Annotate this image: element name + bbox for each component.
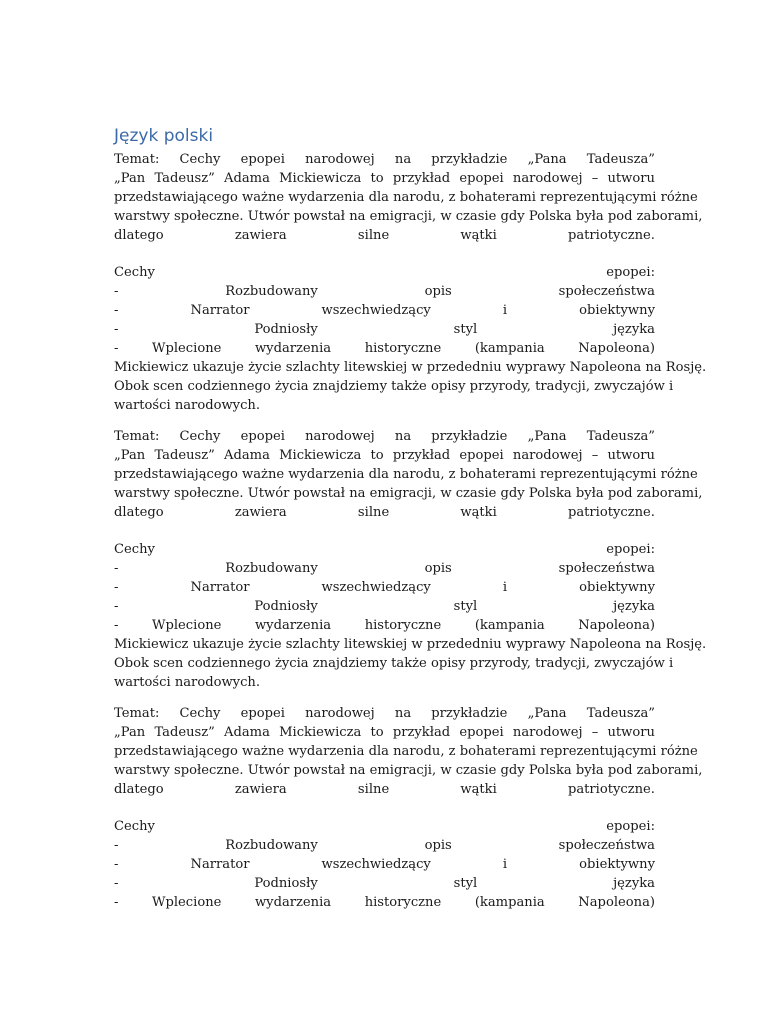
document-body (114, 150, 707, 912)
text-line: Obok scen codziennego życia znajdziemy także opisy przyrody, tradycji, zwyczajów i (114, 656, 674, 671)
paragraph-gap (114, 799, 655, 817)
document-title: Język polski (114, 126, 214, 146)
text-line: „Pan Tadeusz” Adama Mickiewicza to przykład epopei narodowej – utworu (114, 171, 655, 186)
text-line: warstwy społeczne. Utwór powstał na emigracji, w czasie gdy Polska była pod zaborami, (114, 209, 703, 224)
document-page (114, 124, 707, 912)
text-line: - Podniosły styl języka (114, 876, 655, 891)
text-line: Mickiewicz ukazuje życie szlachty litewskiej w przededniu wyprawy Napoleona na Rosję. (114, 637, 707, 652)
text-line: Mickiewicz ukazuje życie szlachty litewskiej w przededniu wyprawy Napoleona na Rosję. (114, 360, 707, 375)
text-line: - Narrator wszechwiedzący i obiektywny (114, 857, 655, 872)
text-line: - Podniosły styl języka (114, 322, 655, 337)
text-line: - Podniosły styl języka (114, 599, 655, 614)
text-line: „Pan Tadeusz” Adama Mickiewicza to przykład epopei narodowej – utworu (114, 725, 655, 740)
paragraph-gap (114, 522, 655, 540)
text-line: dlatego zawiera silne wątki patriotyczne. (114, 505, 655, 520)
text-line: dlatego zawiera silne wątki patriotyczne. (114, 782, 655, 797)
text-line: Cechy epopei: (114, 542, 655, 557)
text-line: przedstawiającego ważne wydarzenia dla narodu, z bohaterami reprezentującymi różne (114, 190, 698, 205)
text-line: dlatego zawiera silne wątki patriotyczne. (114, 228, 655, 243)
paragraph-gap (114, 415, 655, 427)
text-line: „Pan Tadeusz” Adama Mickiewicza to przykład epopei narodowej – utworu (114, 448, 655, 463)
text-line: Obok scen codziennego życia znajdziemy także opisy przyrody, tradycji, zwyczajów i (114, 379, 674, 394)
text-line: Temat: Cechy epopei narodowej na przykładzie „Pana Tadeusza” (114, 429, 655, 444)
text-line: - Narrator wszechwiedzący i obiektywny (114, 303, 655, 318)
text-line: - Rozbudowany opis społeczeństwa (114, 284, 655, 299)
text-line: - Rozbudowany opis społeczeństwa (114, 561, 655, 576)
text-line: - Wplecione wydarzenia historyczne (kampania Napoleona) (114, 618, 655, 633)
text-line: Cechy epopei: (114, 265, 655, 280)
text-line: - Narrator wszechwiedzący i obiektywny (114, 580, 655, 595)
text-line: warstwy społeczne. Utwór powstał na emigracji, w czasie gdy Polska była pod zaborami, (114, 486, 703, 501)
text-line: - Wplecione wydarzenia historyczne (kampania Napoleona) (114, 895, 655, 910)
text-line: - Rozbudowany opis społeczeństwa (114, 838, 655, 853)
text-line: wartości narodowych. (114, 675, 261, 690)
text-line: Cechy epopei: (114, 819, 655, 834)
text-line: warstwy społeczne. Utwór powstał na emigracji, w czasie gdy Polska była pod zaborami, (114, 763, 703, 778)
text-line: - Wplecione wydarzenia historyczne (kampania Napoleona) (114, 341, 655, 356)
text-line: przedstawiającego ważne wydarzenia dla narodu, z bohaterami reprezentującymi różne (114, 744, 698, 759)
text-line: przedstawiającego ważne wydarzenia dla narodu, z bohaterami reprezentującymi różne (114, 467, 698, 482)
text-line: Temat: Cechy epopei narodowej na przykładzie „Pana Tadeusza” (114, 152, 655, 167)
text-line: Temat: Cechy epopei narodowej na przykładzie „Pana Tadeusza” (114, 706, 655, 721)
paragraph-gap (114, 692, 655, 704)
paragraph-gap (114, 245, 655, 263)
text-line: wartości narodowych. (114, 398, 261, 413)
